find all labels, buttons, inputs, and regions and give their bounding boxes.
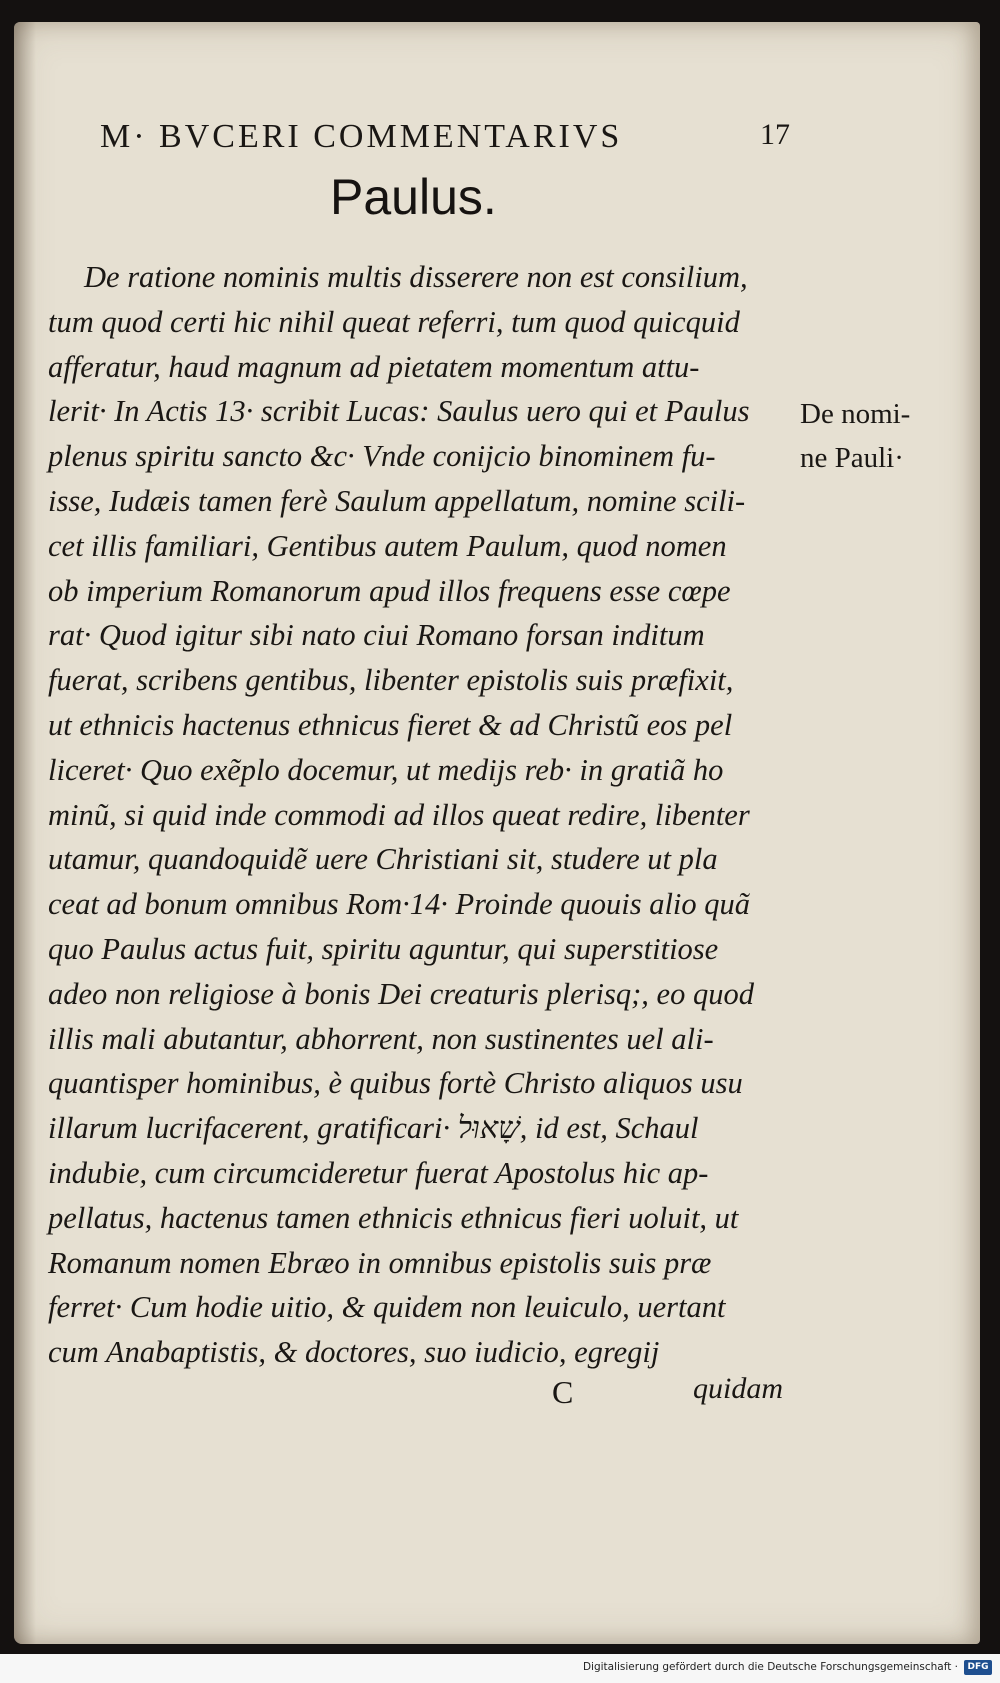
text-line: De ratione nominis multis disserere non est consilium, bbox=[84, 260, 748, 294]
catchword: quidam bbox=[693, 1372, 783, 1405]
text-line: ceat ad bonum omnibus Rom·14· Proinde quouis alio quã bbox=[48, 887, 751, 922]
text-line: pellatus, hactenus tamen ethnicis ethnicus fieri uoluit, ut bbox=[48, 1200, 739, 1235]
marginal-note-line: ne Pauli· bbox=[800, 442, 904, 474]
text-line: adeo non religiose à bonis Dei creaturis plerisq;, eo quod bbox=[48, 976, 754, 1011]
text-line: fuerat, scribens gentibus, libenter epistolis suis præfixit, bbox=[48, 663, 734, 698]
text-line: ferret· Cum hodie uitio, & quidem non leuiculo, uertant bbox=[48, 1290, 726, 1325]
funding-credit: Digitalisierung gefördert durch die Deutsche Forschungsgemeinschaft · bbox=[582, 1661, 958, 1673]
text-line: lerit· In Actis 13· scribit Lucas: Saulus uero qui et Paulus bbox=[48, 394, 750, 429]
page-number: 17 bbox=[760, 118, 790, 151]
text-line: afferatur, haud magnum ad pietatem momentum attu- bbox=[48, 349, 700, 384]
text-line: cet illis familiari, Gentibus autem Paulum, quod nomen bbox=[48, 528, 727, 563]
text-line: utamur, quandoquidẽ uere Christiani sit, studere ut pla bbox=[48, 842, 718, 877]
signature-mark: C bbox=[552, 1374, 574, 1410]
text-line: liceret· Quo exẽplo docemur, ut medijs reb· in gratiã ho bbox=[48, 752, 724, 787]
digitization-footer bbox=[0, 1654, 1000, 1683]
page-header bbox=[100, 118, 790, 158]
text-line: ut ethnicis hactenus ethnicus fieret & ad Christũ eos pel bbox=[48, 707, 733, 742]
text-line: ob imperium Romanorum apud illos frequens esse cœpe bbox=[48, 573, 731, 608]
text-line: isse, Iudæis tamen ferè Saulum appellatum, nomine scili- bbox=[48, 483, 746, 518]
running-head: M· BVCERI COMMENTARIVS bbox=[100, 118, 623, 155]
text-line: illarum lucrifacerent, gratificari· שָׁאוּל, id est, Schaul bbox=[48, 1111, 699, 1146]
section-title: Paulus. bbox=[330, 169, 497, 225]
dfg-logo: DFG bbox=[964, 1660, 992, 1675]
text-line: Romanum nomen Ebræo in omnibus epistolis suis præ bbox=[48, 1245, 712, 1280]
text-line: plenus spiritu sancto &c· Vnde conijcio binominem fu- bbox=[48, 439, 716, 474]
text-line: quantisper hominibus, è quibus fortè Christo aliquos usu bbox=[48, 1066, 743, 1101]
marginal-note-line: De nomi- bbox=[800, 398, 911, 430]
text-line: tum quod certi hic nihil queat referri, tum quod quicquid bbox=[48, 304, 740, 339]
text-line: quo Paulus actus fuit, spiritu aguntur, qui superstitiose bbox=[48, 931, 719, 966]
text-line: indubie, cum circumcideretur fuerat Apostolus hic ap- bbox=[48, 1155, 709, 1190]
text-line: minũ, si quid inde commodi ad illos queat redire, libenter bbox=[48, 797, 750, 832]
text-line: illis mali abutantur, abhorrent, non sustinentes uel ali- bbox=[48, 1021, 714, 1056]
text-line: rat· Quod igitur sibi nato ciui Romano forsan inditum bbox=[48, 618, 705, 653]
text-line: cum Anabaptistis, & doctores, suo iudicio, egregij bbox=[48, 1335, 660, 1370]
marginal-note bbox=[800, 392, 910, 480]
body-text bbox=[48, 255, 800, 1375]
